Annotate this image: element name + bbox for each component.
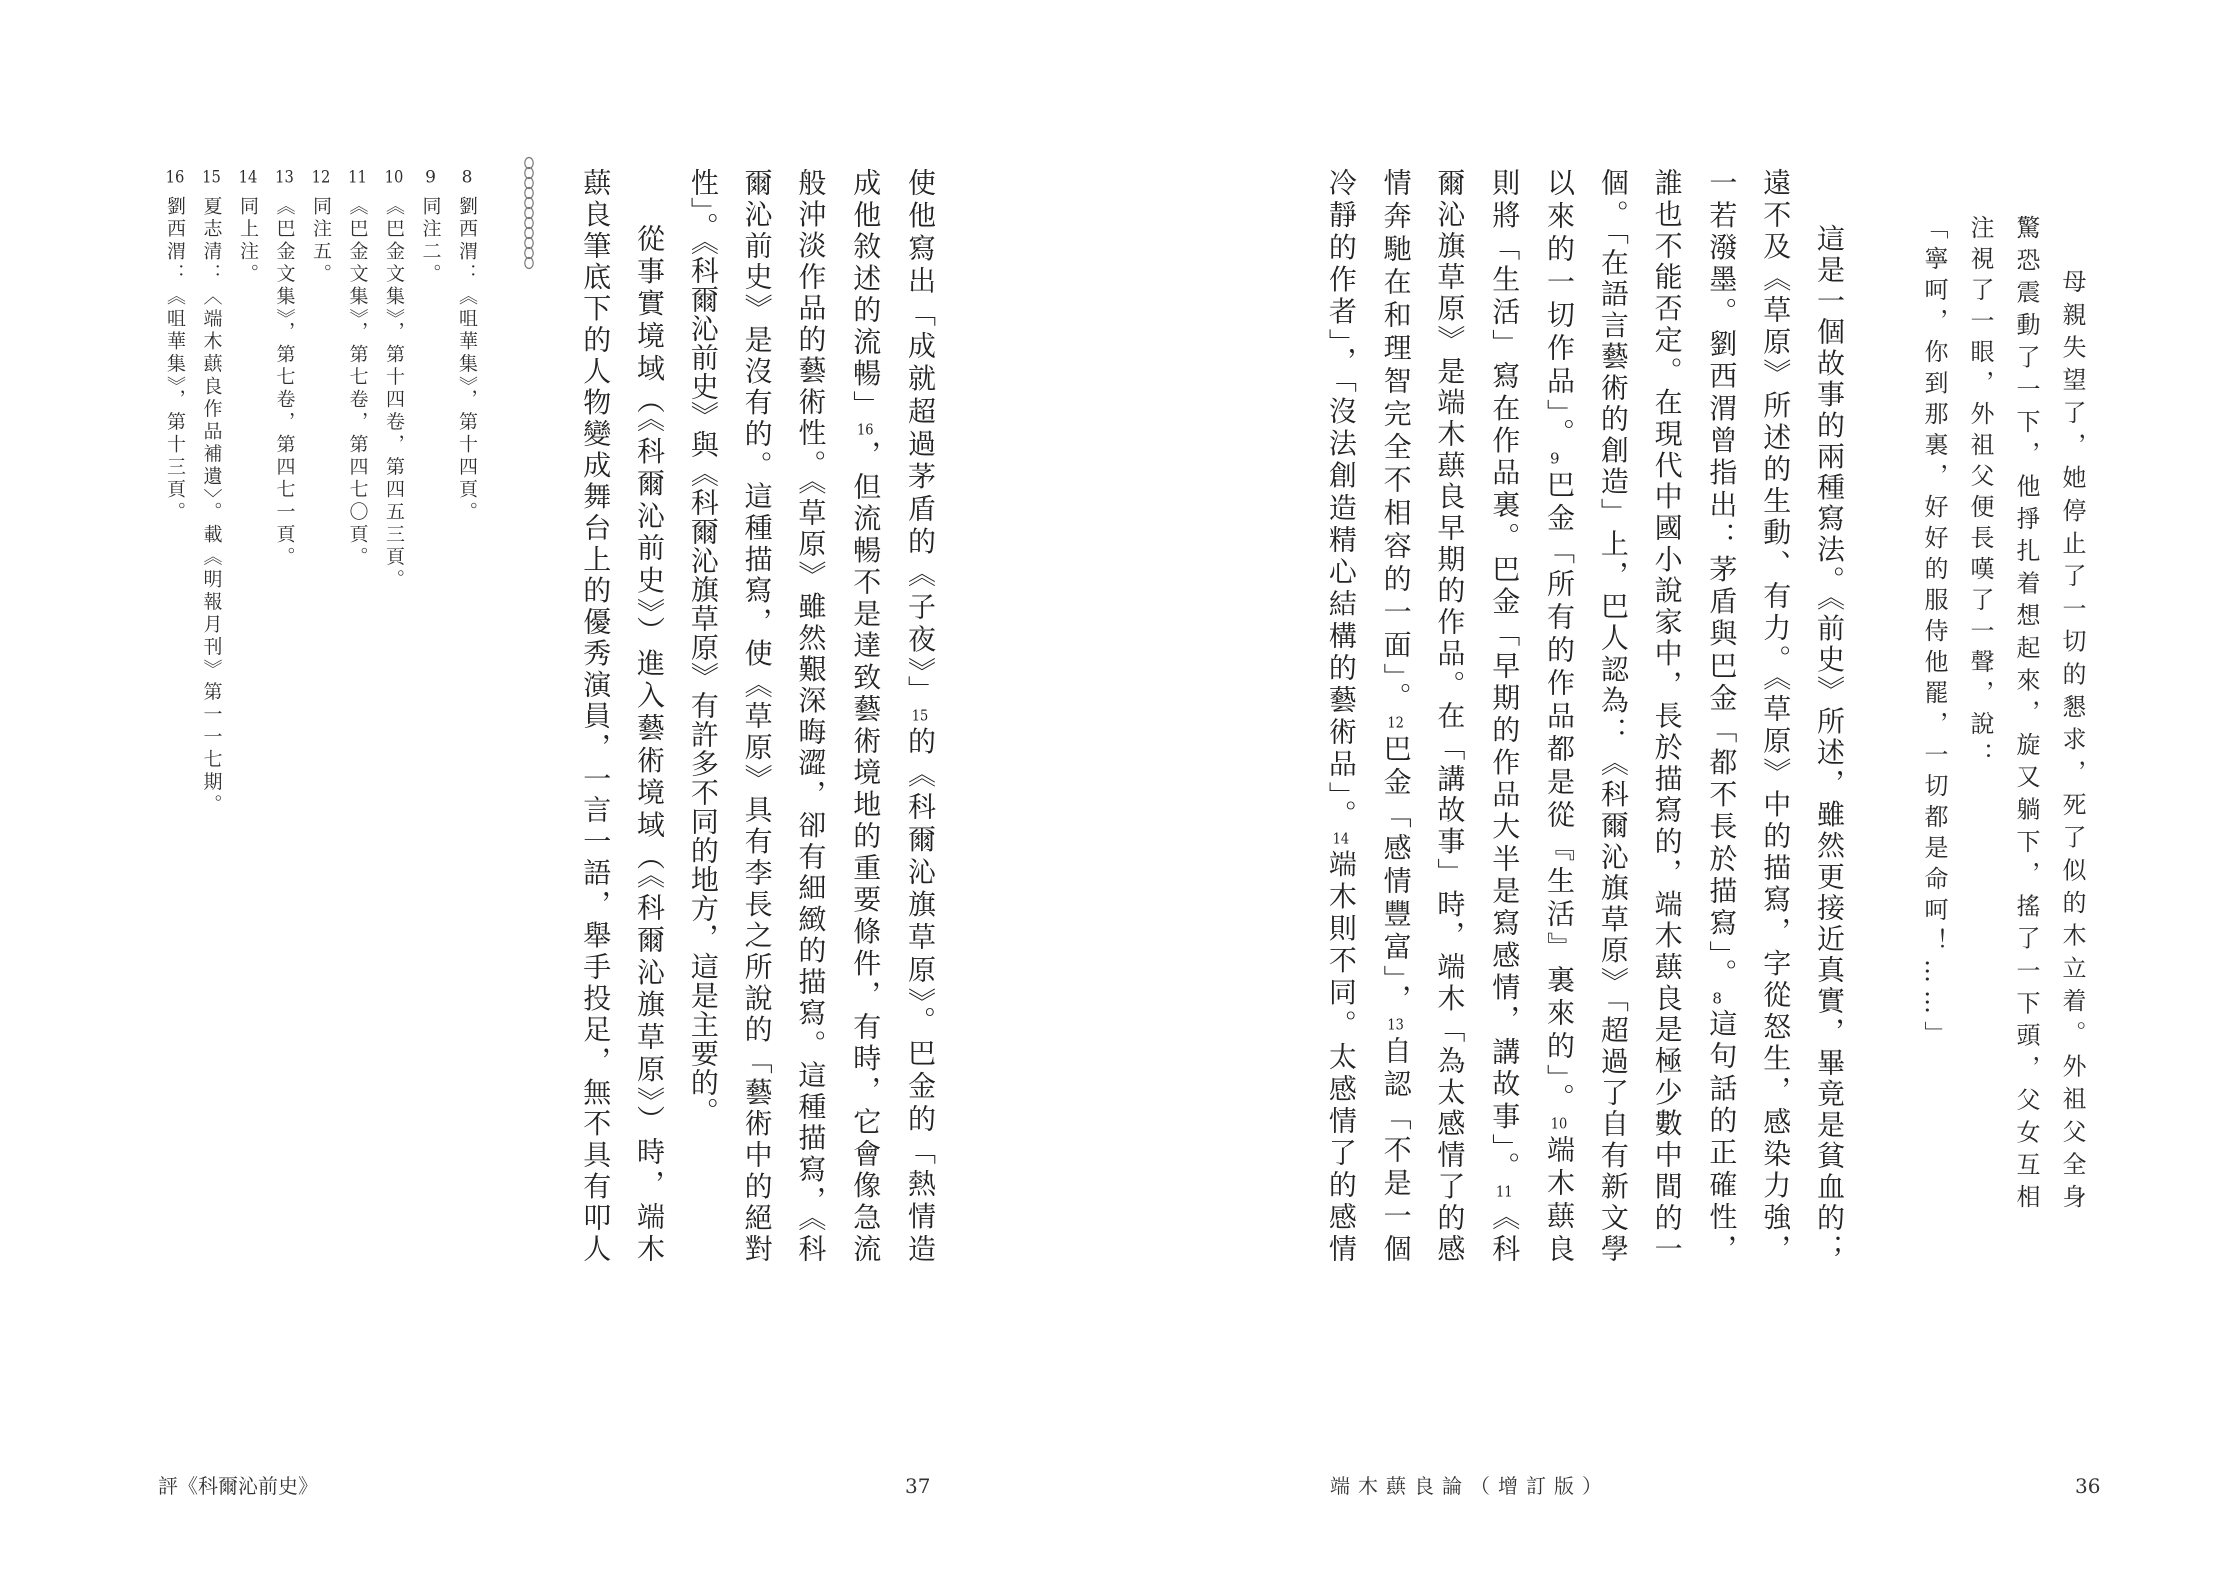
text-segment: 使他寫出「成就超過茅盾的《子夜》」 — [904, 168, 937, 708]
text-segment: 情奔馳在和理智完全不相容的一面」。 — [1379, 168, 1413, 715]
quote-column — [1957, 215, 2003, 1215]
text-segment: 以來的一切作品」。 — [1543, 168, 1577, 451]
footnote — [193, 169, 230, 889]
right-page-body — [1318, 168, 1856, 1263]
text-segment: 爾沁前史》是沒有的。這種描寫，使《草原》具有李長之所說的「藝術中的絕對 — [740, 168, 774, 1263]
footnote-number: 13 — [275, 169, 294, 186]
footnote-text: 《巴金文集》，第七卷，第四七〇頁。 — [346, 196, 369, 569]
footnote-number: 15 — [202, 169, 221, 186]
footnotes — [156, 169, 485, 889]
page-number: 36 — [2075, 1474, 2101, 1498]
footnote-ref: 10 — [1550, 1116, 1568, 1131]
footnote-ref: 13 — [1387, 1017, 1404, 1032]
footnote-ref: 14 — [1332, 831, 1350, 847]
footnote — [449, 169, 486, 889]
text-segment: 巴金「所有的作品都是從『生活』裏來的」。 — [1543, 470, 1577, 1116]
text-column — [730, 168, 784, 1263]
footnote-ref: 16 — [856, 422, 874, 438]
footnote-text: 同上注。 — [237, 196, 259, 286]
text-column — [1313, 168, 1368, 1263]
page-number: 37 — [905, 1474, 931, 1498]
footnote — [339, 169, 376, 889]
block-quote — [1911, 215, 2095, 1215]
footnote — [157, 169, 194, 889]
footnote-text: 同注二。 — [419, 196, 442, 286]
text-column — [1748, 168, 1802, 1263]
text-column — [837, 168, 892, 1263]
text-segment: 端木則不同。太感情了的感情 — [1324, 849, 1358, 1263]
text-segment: 從事實境域（《科爾沁前史》）進入藝術境域（《科爾沁旗草原》）時，端木 — [633, 224, 667, 1263]
footnote-text: 《巴金文集》，第七卷，第四七一頁。 — [273, 196, 296, 569]
text-column — [1802, 168, 1856, 1263]
footnote-text: 劉西渭：《咀華集》，第十四頁。 — [456, 196, 478, 524]
footnote-ref: 12 — [1387, 715, 1404, 730]
text-column — [568, 168, 622, 1263]
quote-column — [2049, 215, 2095, 1215]
text-segment: 母親失望了，她停止了一切的懇求，死了似的木立着。外祖父全身 — [2058, 269, 2086, 1215]
footnote-text: 劉西渭：《咀華集》，第十三頁。 — [164, 196, 186, 524]
text-segment: 誰也不能否定。在現代中國小說家中，長於描寫的，端木蕻良是極少數中間的一 — [1650, 168, 1684, 1263]
text-segment: 的《科爾沁旗草原》。巴金的「熱情造 — [904, 726, 937, 1263]
text-segment: 般沖淡作品的藝術性。《草原》雖然艱深晦澀，卻有細緻的描寫。這種描寫，《科 — [794, 168, 828, 1263]
footnote — [376, 169, 413, 889]
text-column — [1640, 168, 1694, 1263]
text-segment: 個。「在語言藝術的創造」上，巴人認為：《科爾沁旗草原》「超過了自有新文學 — [1596, 168, 1630, 1263]
text-segment: 巴金「感情豐富」， — [1379, 734, 1413, 1017]
text-segment: 冷靜的作者」，「沒法創造精心結構的藝術品」。 — [1324, 168, 1358, 832]
footnote — [303, 169, 340, 889]
text-column — [784, 168, 838, 1263]
quote-column — [2003, 215, 2049, 1215]
text-segment: 遠不及《草原》所述的生動、有力。《草原》中的描寫，字從怒生，感染力強， — [1759, 168, 1793, 1263]
text-segment: 這句話的正確性， — [1705, 1008, 1739, 1264]
footnote-text: 《巴金文集》，第十四卷，第四五三頁。 — [383, 196, 405, 592]
footnote-number: 11 — [348, 169, 367, 186]
text-segment: 蕻良筆底下的人物變成舞台上的優秀演員，一言一語，舉手投足，無不具有叩人 — [579, 168, 613, 1263]
footnote-ref: 9 — [1550, 451, 1560, 466]
footnote-number: 14 — [238, 169, 258, 186]
text-segment: 性」。《科爾沁前史》與《科爾沁旗草原》有許多不同的地方，這是主要的。 — [686, 168, 720, 1126]
quote-column — [1911, 215, 1957, 1215]
text-column — [892, 168, 947, 1263]
text-column — [1694, 168, 1749, 1263]
text-column — [1531, 168, 1586, 1263]
footnote — [266, 169, 303, 889]
footnote-ref: 8 — [1712, 990, 1722, 1006]
text-column — [1368, 168, 1423, 1263]
text-segment: 一若潑墨。劉西渭曾指出：茅盾與巴金「都不長於描寫」。 — [1705, 168, 1739, 991]
footnote-number: 12 — [311, 169, 331, 186]
text-segment: 這是一個故事的兩種寫法。《前史》所述，雖然更接近真實，畢竟是貧血的； — [1813, 224, 1846, 1263]
running-head: 評《科爾沁前史》 — [158, 1474, 318, 1498]
text-segment: 《科 — [1488, 1201, 1522, 1264]
text-segment: 成他敘述的流暢」 — [849, 168, 883, 423]
footnote — [230, 169, 267, 889]
text-segment: 「寧呵，你到那裏，好好的服侍他罷，一切都是命呵！……」 — [1920, 215, 1948, 1052]
text-column — [676, 168, 730, 1263]
footnote-number: 8 — [461, 169, 473, 186]
footnote-ref: 11 — [1495, 1183, 1513, 1199]
text-segment: ，但流暢不是達致藝術境地的重要條件，有時，它會像急流 — [849, 439, 883, 1263]
text-column — [1476, 168, 1531, 1263]
text-column — [1586, 168, 1640, 1263]
text-column — [622, 168, 676, 1263]
footnote-divider-ornament — [519, 156, 539, 274]
text-segment: 驚恐震動了一下，他掙扎着想起來，旋又躺下，搖了一下頭，父女互相 — [2012, 215, 2040, 1215]
running-head: 端木蕻良論（增訂版） — [1330, 1474, 1610, 1498]
footnote-number: 16 — [165, 169, 185, 186]
footnote-number: 10 — [384, 169, 404, 186]
left-page-body — [570, 168, 947, 1263]
footnote-text: 夏志清：〈端木蕻良作品補遺〉。載《明報月刊》第一一七期。 — [200, 196, 223, 817]
text-column — [1423, 168, 1477, 1263]
text-segment: 注視了一眼，外祖父便長嘆了一聲，說： — [1966, 215, 1994, 773]
footnote-number: 9 — [425, 169, 436, 186]
footnote-ref: 15 — [911, 708, 929, 723]
text-segment: 端木蕻良 — [1543, 1135, 1577, 1263]
footnote — [412, 169, 449, 889]
text-segment: 自認「不是一個 — [1379, 1036, 1413, 1263]
text-segment: 爾沁旗草原》是端木蕻良早期的作品。在「講故事」時，端木「為太感情了的感 — [1433, 168, 1467, 1263]
text-segment: 則將「生活」寫在作品裏。巴金「早期的作品大半是寫感情，講故事」。 — [1488, 168, 1522, 1184]
footnote-text: 同注五。 — [310, 196, 332, 286]
